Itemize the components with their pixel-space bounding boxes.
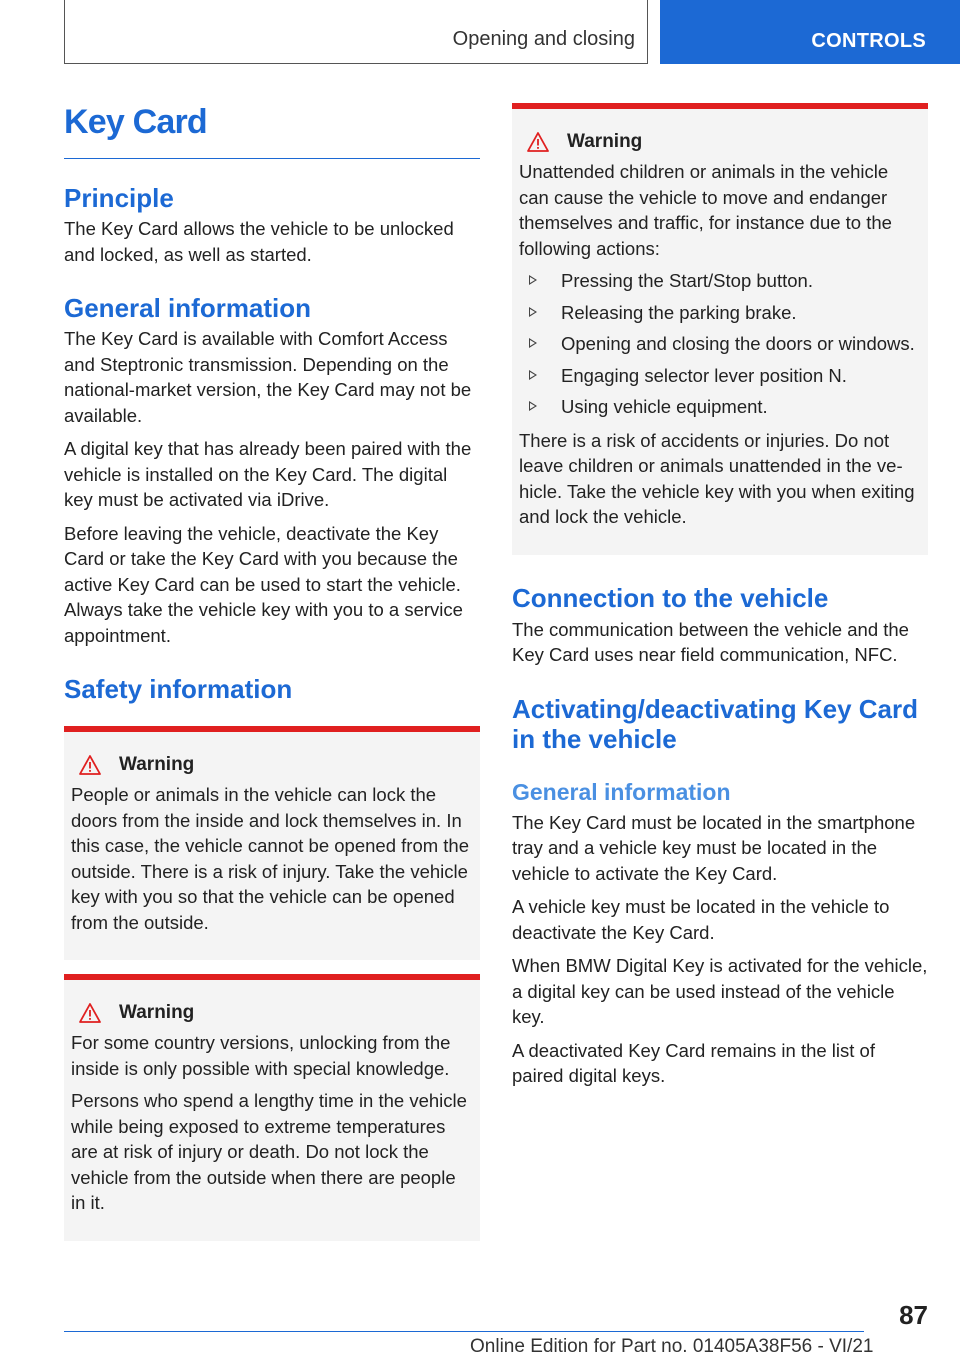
list-item [519,394,920,420]
warning-icon [79,1003,101,1023]
header-chapter-title: CONTROLS [811,30,926,52]
connection-text: The communication between the vehicle and the Key Card uses near field communication, NFC. [512,618,909,665]
header-chapter-tab [660,0,960,64]
general-info-paragraph: The Key Card is available with Comfort Access and Steptronic transmission. Depending on the national-market version, the Key Card may not be available. [64,328,472,426]
warning-text: Unattended children or animals in the vehicle can cause the vehicle to move and endanger themselves and traffic, for instance due to the following actions: [519,161,892,259]
general-info-subheading: General information [512,778,731,805]
warning-title: Warning [567,131,643,152]
general-info-paragraph: Before leaving the vehicle, deactivate the Key Card or take the Key Card with you because the active Key Card can be used to start the vehicle. Always take the vehicle key with you to a service appointment. [64,522,463,646]
bullet-triangle-icon [529,370,537,380]
warning-icon [79,755,101,775]
right-column [512,103,928,1097]
connection-heading: Connection to the vehicle [512,582,829,613]
footer-divider [64,1331,864,1332]
list-item-text: Releasing the parking brake. [561,301,797,323]
warning-text: People or animals in the vehicle can lock the doors from the inside and lock themselves in. In this case, the vehicle cannot be opened from the outside. There is a risk of injury. Take the vehicle key with you so that the vehicle can be opened from the outside. [71,784,470,933]
bullet-triangle-icon [529,401,537,411]
list-item [519,268,920,294]
warning-text: There is a risk of accidents or injuries. Do not leave children or animals unattended in the vehicle. Take the vehicle key with you when exiting and lock the vehicle. [519,429,915,527]
action-list [519,268,920,420]
list-item [519,331,920,357]
activating-paragraph: A vehicle key must be located in the vehicle to deactivate the Key Card. [512,896,890,943]
list-item-text: Pressing the Start/Stop button. [561,270,813,291]
list-item [519,300,920,326]
warning-icon [527,132,549,152]
bullet-triangle-icon [529,338,537,348]
warning-text: For some country versions, unlocking from the inside is only possible with special knowledge. [71,1032,451,1079]
activating-paragraph: When BMW Digital Key is activated for the vehicle, a digital key can be used instead of the vehicle key. [512,955,928,1027]
header-section-title: Opening and closing [452,28,635,50]
warning-title: Warning [119,1002,195,1023]
warning-box [64,974,480,1241]
warning-box [64,726,480,960]
header-section-box [64,0,648,64]
list-item-text: Using vehicle equipment. [561,396,768,417]
principle-heading: Principle [64,183,174,213]
list-item-text: Opening and closing the doors or windows. [561,333,915,354]
list-item-text: Engaging selector lever position N. [561,364,847,386]
activating-paragraph: A deactivated Key Card remains in the list of paired digital keys. [512,1039,875,1086]
safety-info-heading: Safety information [64,674,293,704]
bullet-triangle-icon [529,307,537,317]
bullet-triangle-icon [529,275,537,285]
warning-text: Persons who spend a lengthy time in the vehicle while being exposed to extreme temperatures are at risk of injury or death. Do not lock the vehicle from the outside when there are people in it. [71,1090,467,1213]
list-item [519,363,920,389]
principle-text: The Key Card allows the vehicle to be unlocked and locked, as well as started. [64,218,454,265]
page-title: Key Card [64,100,480,159]
left-column [64,100,480,1241]
general-info-paragraph: A digital key that has already been paired with the vehicle is installed on the Key Card. The digital key must be activated via iDrive. [64,438,472,510]
page-number: 87 [899,1300,928,1330]
warning-box [512,103,928,555]
warning-title: Warning [119,754,195,775]
footer-edition: Online Edition for Part no. 01405A38F56 - VI/21 [470,1336,874,1357]
activating-heading: Activating/deactivating Key Card in the vehicle [512,693,918,754]
activating-paragraph: The Key Card must be located in the smartphone tray and a vehicle key must be located in the vehicle to activate the Key Card. [512,811,916,884]
general-info-heading: General information [64,293,312,323]
